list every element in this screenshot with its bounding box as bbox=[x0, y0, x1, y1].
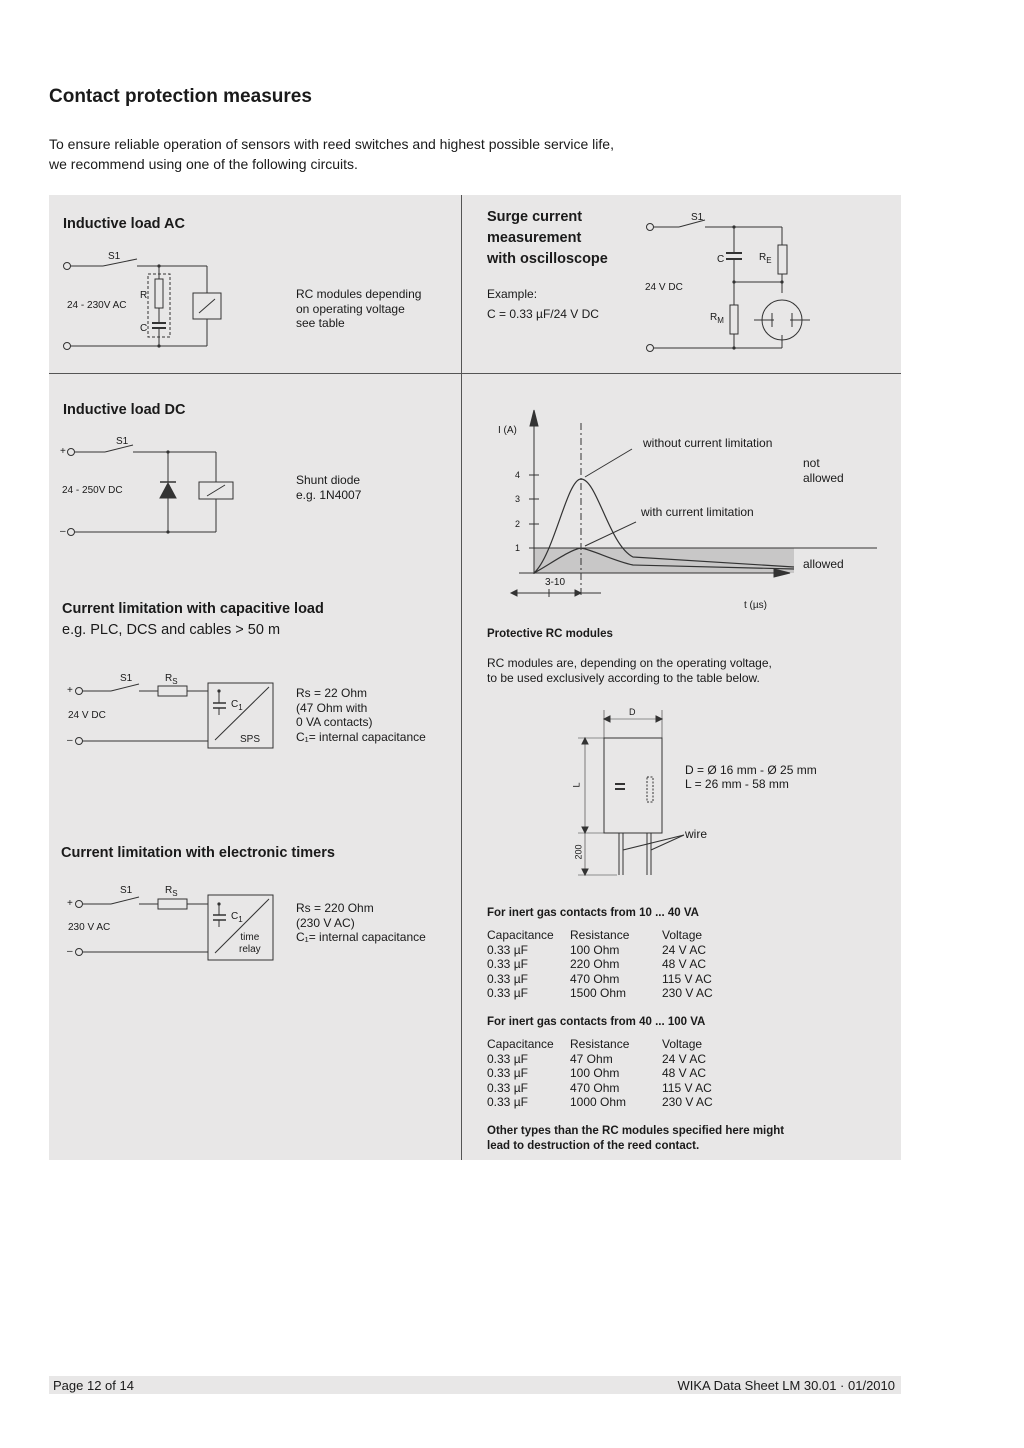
table-row: 0.33 µF 1500 Ohm 230 V AC bbox=[487, 986, 713, 1000]
cap-box-label: SPS bbox=[240, 734, 261, 745]
rc-dim-l: L bbox=[571, 782, 582, 788]
timers-heading: Current limitation with electronic timers bbox=[61, 845, 335, 861]
intro-text: To ensure reliable operation of sensors with reed switches and highest possible service life, we recommend using one of the following circuits. bbox=[49, 136, 614, 172]
protective-desc: RC modules are, depending on the operating voltage, to be used exclusively according to the table below. bbox=[487, 656, 772, 685]
cap-s1-label: S1 bbox=[120, 673, 133, 684]
table-row: 0.33 µF 470 Ohm 115 V AC bbox=[487, 1080, 712, 1095]
timer-box-label: time relay bbox=[239, 932, 261, 955]
graph-x-label: t (µs) bbox=[744, 600, 767, 611]
surge-heading: Surge current measurement with oscilloscope bbox=[487, 209, 608, 267]
cap-minus-label: – bbox=[67, 735, 73, 746]
graph-y-tick: 1 bbox=[515, 543, 521, 553]
cap-voltage-label: 24 V DC bbox=[68, 710, 106, 721]
table1 bbox=[487, 928, 713, 1001]
capacitive-subheading: e.g. PLC, DCS and cables > 50 m bbox=[62, 622, 281, 638]
page-footer bbox=[49, 1376, 901, 1394]
surge-s1-label: S1 bbox=[691, 212, 704, 223]
surge-re-label: $R_E$ bbox=[759, 252, 772, 265]
graph-y-tick: 4 bbox=[515, 470, 521, 480]
table-row: 0.33 µF 47 Ohm 24 V AC bbox=[487, 1051, 707, 1066]
circuits-panel bbox=[49, 195, 901, 1160]
surge-voltage-label: 24 V DC bbox=[645, 282, 683, 293]
surge-rm-label: $R_M$ bbox=[710, 312, 724, 325]
rc-dim-d: D bbox=[629, 707, 636, 717]
graph-y-label: I (A) bbox=[498, 425, 517, 436]
timer-voltage-label: 230 V AC bbox=[68, 922, 111, 933]
document-id: WIKA Data Sheet LM 30.01 · 01/2010 bbox=[677, 1378, 895, 1393]
timer-minus-label: – bbox=[67, 946, 73, 957]
graph-without-limit: without current limitation bbox=[643, 436, 773, 450]
ac-r-label: R bbox=[140, 290, 148, 301]
rc-dim-200: 200 bbox=[573, 844, 584, 860]
table-row: 0.33 µF 220 Ohm 48 V AC bbox=[487, 957, 707, 971]
graph-y-tick: 3 bbox=[515, 494, 521, 504]
rc-d-text: D = Ø 16 mm - Ø 25 mm bbox=[685, 763, 817, 777]
table-row: 0.33 µF 1000 Ohm 230 V AC bbox=[487, 1095, 713, 1109]
ac-s1-label: S1 bbox=[108, 251, 121, 262]
cap-rs-label: $R_S$ bbox=[165, 673, 178, 686]
ac-note: RC modules depending on operating voltage see table bbox=[296, 287, 422, 330]
page-number: Page 12 of 14 bbox=[53, 1378, 134, 1393]
rc-wire-label: wire bbox=[685, 827, 708, 841]
timer-rs-label: $R_S$ bbox=[165, 885, 178, 898]
graph-y-tick: 2 bbox=[515, 519, 521, 529]
table1-heading: For inert gas contacts from 10 ... 40 VA bbox=[487, 907, 699, 919]
table2 bbox=[487, 1037, 713, 1110]
table-row: 0.33 µF 100 Ohm 24 V AC bbox=[487, 942, 707, 957]
table-row: 0.33 µF 100 Ohm 48 V AC bbox=[487, 1066, 707, 1080]
rc-l-text: L = 26 mm - 58 mm bbox=[685, 777, 789, 791]
warning-text: Other types than the RC modules specified here might lead to destruction of the reed contact. bbox=[487, 1125, 785, 1152]
dc-plus-label: + bbox=[60, 446, 66, 457]
graph-allowed: allowed bbox=[803, 557, 844, 571]
graph-with-limit: with current limitation bbox=[641, 505, 754, 519]
cap-plus-label: + bbox=[67, 685, 73, 696]
cap-note: Rs = 22 Ohm (47 Ohm with 0 VA contacts) C₁= internal capacitance bbox=[296, 686, 426, 744]
capacitive-heading: Current limitation with capacitive load bbox=[62, 601, 324, 617]
protective-heading: Protective RC modules bbox=[487, 628, 613, 640]
timer-s1-label: S1 bbox=[120, 885, 133, 896]
timer-note: Rs = 220 Ohm (230 V AC) C₁= internal capacitance bbox=[296, 901, 426, 944]
table-header-row: Capacitance Resistance Voltage bbox=[487, 1037, 703, 1051]
dc-note: Shunt diode e.g. 1N4007 bbox=[296, 473, 362, 502]
ac-voltage-label: 24 - 230V AC bbox=[67, 300, 127, 311]
inductive-dc-heading: Inductive load DC bbox=[63, 402, 186, 418]
timer-plus-label: + bbox=[67, 898, 73, 909]
surge-example-label: Example: bbox=[487, 287, 538, 301]
table2-heading: For inert gas contacts from 40 ... 100 VA bbox=[487, 1016, 706, 1028]
dc-s1-label: S1 bbox=[116, 436, 129, 447]
timers-circuit bbox=[49, 195, 901, 1160]
page-title: Contact protection measures bbox=[49, 86, 312, 107]
graph-not-allowed: not allowed bbox=[803, 456, 844, 485]
ac-c-label: C bbox=[140, 323, 148, 334]
dc-minus-label: – bbox=[60, 526, 66, 537]
dc-voltage-label: 24 - 250V DC bbox=[62, 485, 123, 496]
surge-c-label: C bbox=[717, 254, 725, 265]
surge-example-value: C = 0.33 µF/24 V DC bbox=[487, 307, 599, 321]
graph-range: 3-10 bbox=[545, 577, 566, 588]
inductive-ac-heading: Inductive load AC bbox=[63, 216, 185, 232]
table-row: 0.33 µF 470 Ohm 115 V AC bbox=[487, 971, 712, 986]
timer-c1-label: $C_1$ bbox=[231, 911, 243, 924]
table-header-row: Capacitance Resistance Voltage bbox=[487, 928, 703, 942]
cap-c1-label: $C_1$ bbox=[231, 699, 243, 712]
